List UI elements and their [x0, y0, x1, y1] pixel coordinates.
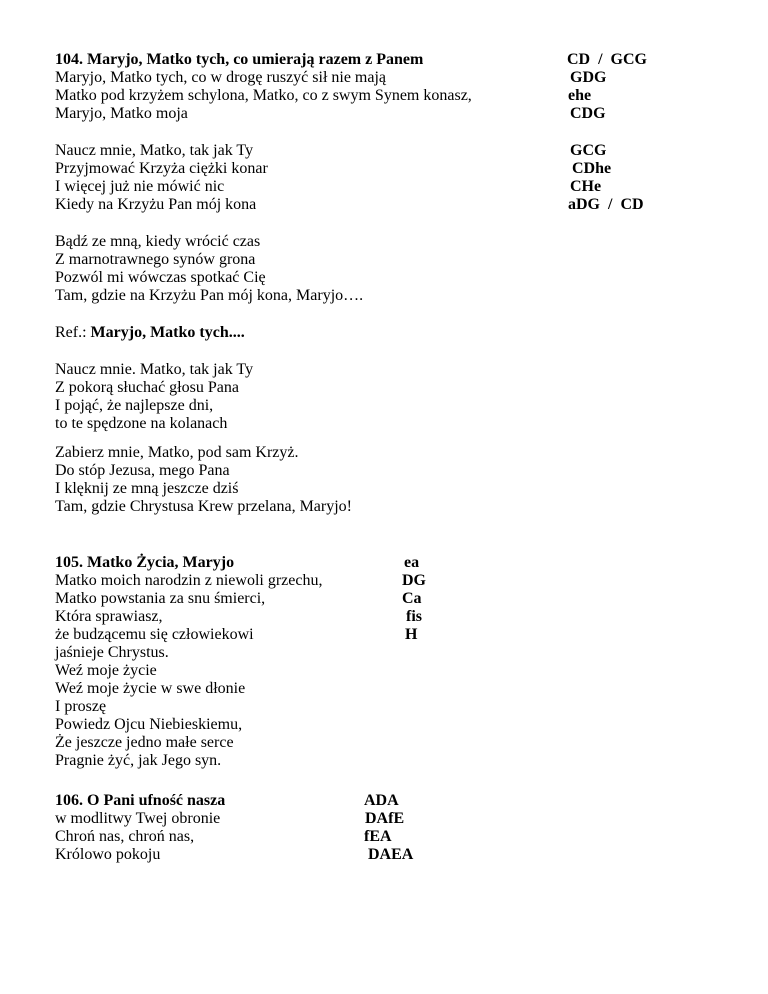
lyric-line: I więcej już nie mówić nic [55, 178, 225, 195]
lyric-line: Powiedz Ojcu Niebieskiemu, [55, 716, 243, 733]
lyric-line: Że jeszcze jedno małe serce [55, 734, 234, 751]
lyric-line: I klęknij ze mną jeszcze dziś [55, 480, 239, 497]
lyric-line: Weź moje życie w swe dłonie [55, 680, 246, 697]
chord-line: CDhe [572, 160, 612, 177]
lyric-line: Z pokorą słuchać głosu Pana [55, 379, 239, 396]
song-105-title: 105. Matko Życia, Maryjo [55, 554, 235, 571]
chord-line: DAEA [368, 846, 414, 863]
chord-line: DG [402, 572, 426, 589]
song-104-title: 104. Maryjo, Matko tych, co umierają razem z Panem [55, 51, 424, 68]
song-106-title: 106. O Pani ufność nasza [55, 792, 226, 809]
lyric-line: Która sprawiasz, [55, 608, 163, 625]
lyric-line: jaśnieje Chrystus. [55, 644, 169, 661]
lyric-line: I proszę [55, 698, 107, 715]
chord-line: fEA [364, 828, 392, 845]
lyric-line: Zabierz mnie, Matko, pod sam Krzyż. [55, 444, 299, 461]
lyric-line: Królowo pokoju [55, 846, 161, 863]
chord-line: ea [404, 554, 420, 571]
lyric-line: Tam, gdzie na Krzyżu Pan mój kona, Maryjo…. [55, 287, 364, 304]
lyric-line: Bądź ze mną, kiedy wrócić czas [55, 233, 261, 250]
lyric-line: Tam, gdzie Chrystusa Krew przelana, Maryjo! [55, 498, 352, 515]
lyric-line: Matko pod krzyżem schylona, Matko, co z swym Synem konasz, [55, 87, 472, 104]
chord-line: H [405, 626, 418, 643]
lyric-line: że budzącemu się człowiekowi [55, 626, 254, 643]
lyric-line: w modlitwy Twej obronie [55, 810, 221, 827]
refrain-line [55, 324, 245, 342]
lyric-line: Matko powstania za snu śmierci, [55, 590, 266, 607]
chord-line: ADA [364, 792, 399, 809]
lyric-line: Naucz mnie. Matko, tak jak Ty [55, 361, 254, 378]
lyric-line: I pojąć, że najlepsze dni, [55, 397, 214, 414]
chord-line: CDG [570, 105, 606, 122]
lyric-line: Weź moje życie [55, 662, 157, 679]
lyric-line: Maryjo, Matko tych, co w drogę ruszyć sił nie mają [55, 69, 387, 86]
chord-line: GCG [570, 142, 607, 159]
lyric-line: Maryjo, Matko moja [55, 105, 188, 122]
lyric-line: Pozwól mi wówczas spotkać Cię [55, 269, 266, 286]
refrain-text: Maryjo, Matko tych.... [90, 324, 245, 341]
lyric-line: to te spędzone na kolanach [55, 415, 228, 432]
chord-line: aDG / CD [568, 196, 644, 213]
lyric-line: Matko moich narodzin z niewoli grzechu, [55, 572, 323, 589]
chord-line: fis [406, 608, 422, 625]
chord-line: DAfE [365, 810, 405, 827]
chord-line: Ca [402, 590, 422, 607]
refrain-prefix: Ref.: [55, 324, 91, 341]
lyric-line: Przyjmować Krzyża ciężki konar [55, 160, 268, 177]
chord-line: CD / GCG [567, 51, 647, 68]
chord-line: ehe [568, 87, 592, 104]
lyric-line: Z marnotrawnego synów grona [55, 251, 256, 268]
lyric-line: Chroń nas, chroń nas, [55, 828, 195, 845]
lyric-line: Kiedy na Krzyżu Pan mój kona [55, 196, 257, 213]
lyric-line: Naucz mnie, Matko, tak jak Ty [55, 142, 254, 159]
chord-line: GDG [570, 69, 607, 86]
chord-line: CHe [570, 178, 602, 195]
lyric-line: Pragnie żyć, jak Jego syn. [55, 752, 222, 769]
lyric-line: Do stóp Jezusa, mego Pana [55, 462, 230, 479]
